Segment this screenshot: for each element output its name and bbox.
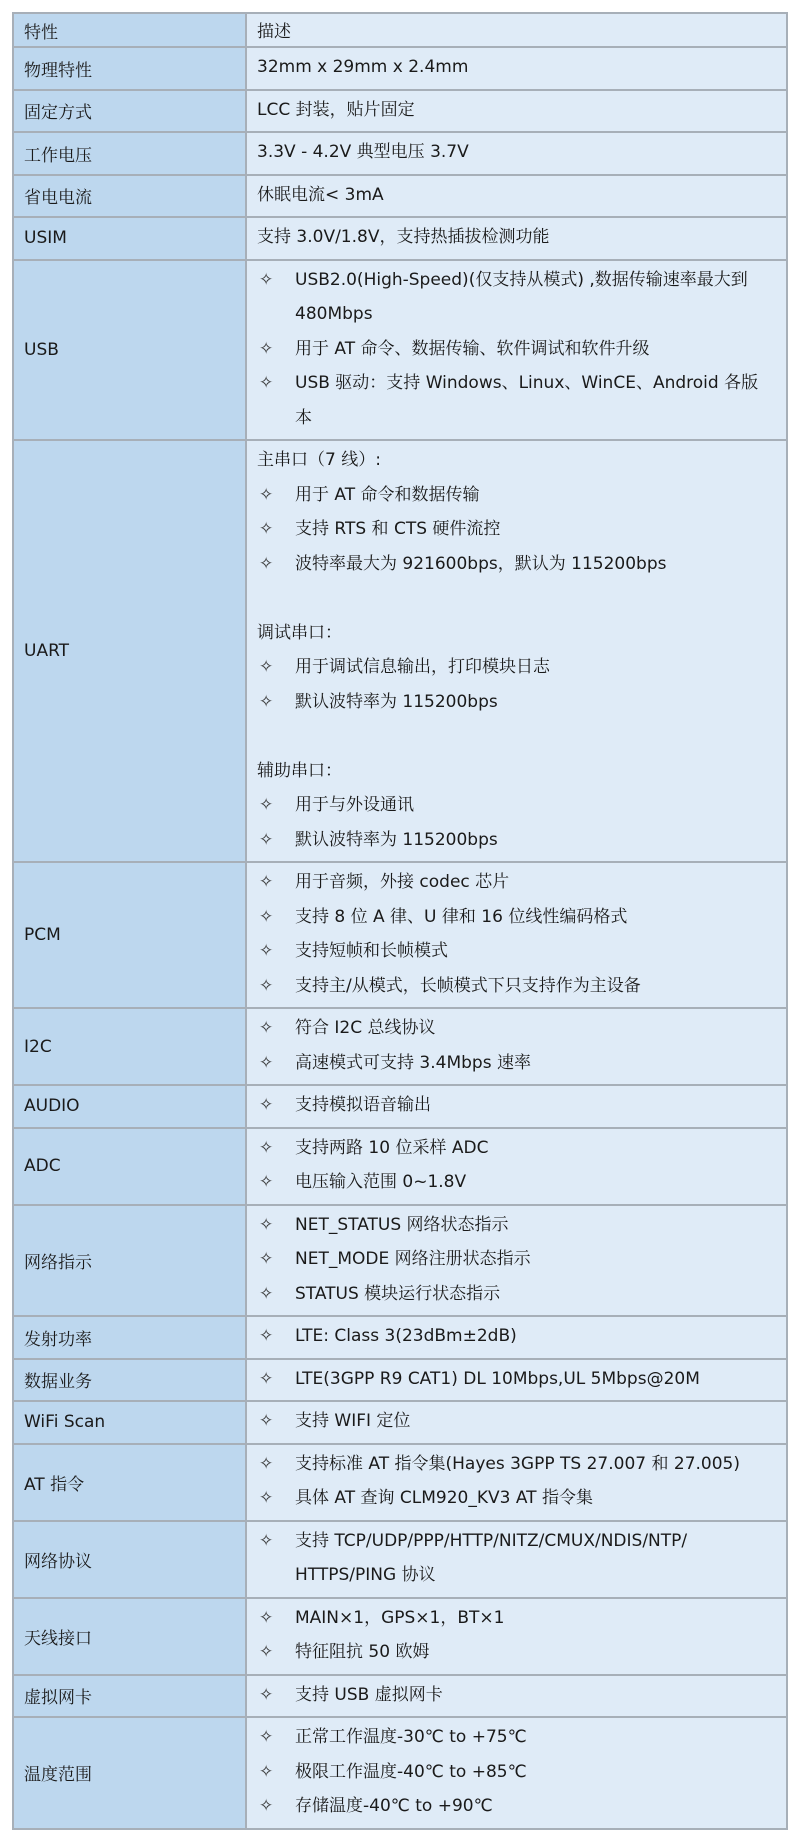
bullet-item <box>257 478 774 513</box>
bullet-item <box>257 1635 774 1670</box>
description-text: 32mm x 29mm x 2.4mm <box>257 57 469 77</box>
header-row <box>13 13 787 47</box>
bullet-item <box>257 1131 774 1166</box>
feature-label: 工作电压 <box>24 145 92 166</box>
bullet-text: NET_STATUS 网络状态指示 <box>295 1214 509 1235</box>
diamond-bullet-icon: ✧ <box>259 941 274 961</box>
description-cell <box>246 1444 787 1521</box>
diamond-bullet-icon: ✧ <box>259 553 274 574</box>
table-row <box>13 1205 787 1317</box>
bullet-item <box>257 900 774 935</box>
description-cell <box>246 1521 787 1598</box>
bullet-item <box>257 1011 774 1046</box>
diamond-bullet-icon: ✧ <box>259 1214 274 1235</box>
bullet-item <box>257 1481 774 1516</box>
diamond-bullet-icon: ✧ <box>259 1283 274 1304</box>
table-row <box>13 217 787 260</box>
description-cell <box>246 1128 787 1205</box>
bullet-item <box>257 823 774 858</box>
blank-line <box>257 719 774 754</box>
description-text: 休眠电流< 3mA <box>257 184 384 205</box>
bullet-item <box>257 1447 774 1482</box>
feature-label: ADC <box>24 1156 61 1176</box>
diamond-bullet-icon: ✧ <box>259 1684 274 1705</box>
feature-cell <box>13 1675 246 1718</box>
description-cell <box>246 1598 787 1675</box>
bullet-item <box>257 1242 774 1277</box>
bullet-text: 支持主/从模式，长帧模式下只支持作为主设备 <box>295 975 641 996</box>
feature-label: AT 指令 <box>24 1474 85 1495</box>
description-text: 主串口（7 线）: <box>257 450 381 470</box>
bullet-text: 具体 AT 查询 CLM920_KV3 AT 指令集 <box>295 1488 593 1508</box>
table-row <box>13 1008 787 1085</box>
diamond-bullet-icon: ✧ <box>259 1642 274 1662</box>
bullet-item <box>257 1404 774 1439</box>
description-cell <box>246 47 787 90</box>
description-cell <box>246 440 787 862</box>
diamond-bullet-icon: ✧ <box>259 1488 274 1508</box>
table-row <box>13 1675 787 1718</box>
diamond-bullet-icon: ✧ <box>259 519 274 539</box>
diamond-bullet-icon: ✧ <box>259 872 274 892</box>
spec-table-body <box>13 13 787 1829</box>
diamond-bullet-icon: ✧ <box>259 1172 274 1192</box>
bullet-text: 用于与外设通讯 <box>295 795 414 815</box>
feature-label: 虚拟网卡 <box>24 1688 92 1709</box>
description-cell <box>246 217 787 260</box>
table-row <box>13 862 787 1008</box>
diamond-bullet-icon: ✧ <box>259 1607 274 1628</box>
bullet-item <box>257 547 774 582</box>
bullet-item <box>257 1362 774 1397</box>
bullet-text: 用于 AT 命令、数据传输、软件调试和软件升级 <box>295 338 650 359</box>
diamond-bullet-icon: ✧ <box>259 373 274 393</box>
bullet-text: 存储温度-40℃ to +90℃ <box>295 1796 493 1816</box>
table-row <box>13 1359 787 1402</box>
bullet-text: 支持 USB 虚拟网卡 <box>295 1684 443 1705</box>
feature-label: 天线接口 <box>24 1628 92 1649</box>
diamond-bullet-icon: ✧ <box>259 1137 274 1158</box>
description-cell <box>246 862 787 1008</box>
diamond-bullet-icon: ✧ <box>259 795 274 815</box>
description-text: 3.3V - 4.2V 典型电压 3.7V <box>257 142 469 162</box>
description-cell <box>246 1316 787 1359</box>
bullet-item <box>257 1165 774 1200</box>
diamond-bullet-icon: ✧ <box>259 1761 274 1782</box>
diamond-bullet-icon: ✧ <box>259 1095 274 1115</box>
blank-line <box>257 581 774 616</box>
diamond-bullet-icon: ✧ <box>259 1727 274 1747</box>
bullet-text: LTE(3GPP R9 CAT1) DL 10Mbps,UL 5Mbps@20M <box>295 1368 700 1389</box>
table-row <box>13 1444 787 1521</box>
diamond-bullet-icon: ✧ <box>259 657 274 677</box>
table-row <box>13 440 787 862</box>
bullet-item <box>257 1755 774 1790</box>
table-row <box>13 1085 787 1128</box>
feature-cell <box>13 440 246 862</box>
diamond-bullet-icon: ✧ <box>259 1796 274 1816</box>
bullet-item <box>257 969 774 1004</box>
bullet-item <box>257 1208 774 1243</box>
feature-cell <box>13 175 246 218</box>
bullet-item <box>257 650 774 685</box>
feature-label: 温度范围 <box>24 1765 92 1786</box>
description-cell <box>246 132 787 175</box>
diamond-bullet-icon: ✧ <box>259 1411 274 1431</box>
bullet-text: USB 驱动：支持 Windows、Linux、WinCE、Android 各版本 <box>295 373 759 428</box>
bullet-item <box>257 332 774 367</box>
bullet-text: 支持两路 10 位采样 ADC <box>295 1137 489 1158</box>
description-cell <box>246 1008 787 1085</box>
feature-label: 省电电流 <box>24 188 92 209</box>
feature-cell <box>13 1128 246 1205</box>
bullet-item <box>257 1789 774 1824</box>
description-cell <box>246 1401 787 1444</box>
bullet-text: USB2.0(High-Speed)(仅支持从模式) ,数据传输速率最大到 480Mbps <box>295 269 748 324</box>
description-text: LCC 封装，贴片固定 <box>257 99 415 120</box>
header-desc-cell <box>246 13 787 47</box>
description-cell <box>246 90 787 133</box>
feature-cell <box>13 90 246 133</box>
diamond-bullet-icon: ✧ <box>259 691 274 712</box>
bullet-text: NET_MODE 网络注册状态指示 <box>295 1249 531 1269</box>
bullet-item <box>257 1088 774 1123</box>
feature-cell <box>13 1205 246 1317</box>
feature-cell <box>13 1521 246 1598</box>
table-row <box>13 260 787 441</box>
feature-cell <box>13 132 246 175</box>
table-row <box>13 1128 787 1205</box>
feature-label: 物理特性 <box>24 60 92 81</box>
feature-cell <box>13 862 246 1008</box>
feature-label: 固定方式 <box>24 103 92 124</box>
feature-cell <box>13 1401 246 1444</box>
feature-cell <box>13 1085 246 1128</box>
diamond-bullet-icon: ✧ <box>259 1530 274 1551</box>
bullet-text: 用于音频，外接 codec 芯片 <box>295 872 510 892</box>
bullet-text: 支持短帧和长帧模式 <box>295 941 448 961</box>
diamond-bullet-icon: ✧ <box>259 1368 274 1389</box>
description-cell <box>246 1085 787 1128</box>
feature-cell <box>13 1316 246 1359</box>
bullet-text: 波特率最大为 921600bps，默认为 115200bps <box>295 553 667 574</box>
table-row <box>13 1316 787 1359</box>
bullet-item <box>257 1046 774 1081</box>
feature-label: UART <box>24 641 70 661</box>
bullet-text: 高速模式可支持 3.4Mbps 速率 <box>295 1052 531 1073</box>
bullet-text: MAIN×1，GPS×1，BT×1 <box>295 1607 505 1628</box>
feature-cell <box>13 47 246 90</box>
diamond-bullet-icon: ✧ <box>259 1249 274 1269</box>
description-cell <box>246 1675 787 1718</box>
bullet-item <box>257 685 774 720</box>
table-row <box>13 1598 787 1675</box>
table-row <box>13 175 787 218</box>
bullet-item <box>257 1678 774 1713</box>
header-desc: 描述 <box>257 21 291 42</box>
bullet-text: 支持模拟语音输出 <box>295 1095 431 1115</box>
feature-label: USIM <box>24 228 67 249</box>
feature-cell <box>13 260 246 441</box>
feature-label: USB <box>24 339 59 360</box>
bullet-item <box>257 512 774 547</box>
table-row <box>13 47 787 90</box>
bullet-text: 电压输入范围 0~1.8V <box>295 1172 467 1192</box>
description-cell <box>246 1359 787 1402</box>
spec-table <box>12 12 788 1830</box>
bullet-text: STATUS 模块运行状态指示 <box>295 1283 501 1304</box>
bullet-item <box>257 366 774 435</box>
bullet-text: 符合 I2C 总线协议 <box>295 1018 436 1038</box>
bullet-text: 支持 8 位 A 律、U 律和 16 位线性编码格式 <box>295 906 628 927</box>
feature-label: I2C <box>24 1036 52 1057</box>
diamond-bullet-icon: ✧ <box>259 269 274 290</box>
feature-cell <box>13 1359 246 1402</box>
bullet-text: 支持 TCP/UDP/PPP/HTTP/NITZ/CMUX/NDIS/NTP/ HTTPS/PING 协议 <box>295 1530 688 1585</box>
bullet-item <box>257 865 774 900</box>
diamond-bullet-icon: ✧ <box>259 906 274 927</box>
bullet-text: 用于调试信息输出，打印模块日志 <box>295 657 550 677</box>
description-cell <box>246 260 787 441</box>
bullet-text: LTE: Class 3(23dBm±2dB) <box>295 1326 517 1346</box>
table-row <box>13 1521 787 1598</box>
bullet-item <box>257 1720 774 1755</box>
description-cell <box>246 175 787 218</box>
description-text: 调试串口： <box>257 622 342 643</box>
feature-label: PCM <box>24 925 61 945</box>
bullet-text: 正常工作温度-30℃ to +75℃ <box>295 1727 527 1747</box>
bullet-text: 支持 WIFI 定位 <box>295 1411 411 1431</box>
feature-label: AUDIO <box>24 1096 80 1117</box>
bullet-text: 支持 RTS 和 CTS 硬件流控 <box>295 519 501 539</box>
feature-cell <box>13 1008 246 1085</box>
bullet-item <box>257 1277 774 1312</box>
header-feature-cell <box>13 13 246 47</box>
diamond-bullet-icon: ✧ <box>259 484 274 505</box>
feature-label: 网络指示 <box>24 1252 92 1273</box>
bullet-text: 极限工作温度-40℃ to +85℃ <box>295 1761 527 1782</box>
diamond-bullet-icon: ✧ <box>259 1453 274 1474</box>
bullet-item <box>257 263 774 332</box>
diamond-bullet-icon: ✧ <box>259 1052 274 1073</box>
feature-cell <box>13 217 246 260</box>
bullet-item <box>257 1319 774 1354</box>
feature-cell <box>13 1598 246 1675</box>
bullet-text: 用于 AT 命令和数据传输 <box>295 484 480 505</box>
bullet-text: 默认波特率为 115200bps <box>295 829 498 850</box>
diamond-bullet-icon: ✧ <box>259 1018 274 1038</box>
table-row <box>13 1401 787 1444</box>
table-row <box>13 90 787 133</box>
feature-cell <box>13 1444 246 1521</box>
feature-label: 数据业务 <box>24 1372 92 1393</box>
bullet-item <box>257 1601 774 1636</box>
header-feature: 特性 <box>24 22 58 43</box>
table-row <box>13 132 787 175</box>
bullet-text: 支持标准 AT 指令集(Hayes 3GPP TS 27.007 和 27.005) <box>295 1453 740 1474</box>
feature-label: 发射功率 <box>24 1329 92 1350</box>
feature-label: WiFi Scan <box>24 1412 106 1433</box>
description-cell <box>246 1205 787 1317</box>
bullet-item <box>257 1524 774 1593</box>
bullet-text: 特征阻抗 50 欧姆 <box>295 1642 430 1662</box>
diamond-bullet-icon: ✧ <box>259 338 274 359</box>
bullet-item <box>257 788 774 823</box>
description-text: 辅助串口： <box>257 760 342 781</box>
diamond-bullet-icon: ✧ <box>259 829 274 850</box>
diamond-bullet-icon: ✧ <box>259 975 274 996</box>
feature-label: 网络协议 <box>24 1551 92 1572</box>
bullet-item <box>257 934 774 969</box>
bullet-text: 默认波特率为 115200bps <box>295 691 498 712</box>
diamond-bullet-icon: ✧ <box>259 1326 274 1346</box>
description-text: 支持 3.0V/1.8V，支持热插拔检测功能 <box>257 227 550 247</box>
